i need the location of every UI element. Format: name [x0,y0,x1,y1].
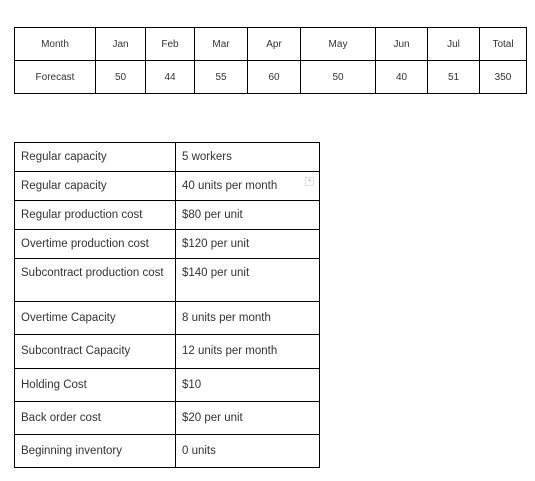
param-value: 0 units [176,435,320,468]
value-cell-feb: 44 [146,61,195,94]
param-row [15,435,320,468]
param-row [15,369,320,402]
value-cell-apr: 60 [248,61,301,94]
header-cell-jul: Jul [428,28,480,61]
param-value: $120 per unit [176,230,320,259]
param-row [15,302,320,335]
param-value: $10 [176,369,320,402]
param-label: Beginning inventory [15,435,176,468]
param-row [15,230,320,259]
header-cell-feb: Feb [146,28,195,61]
row-label-forecast: Forecast [15,61,96,94]
param-label: Subcontract production cost [15,259,176,302]
param-value: 5 workers [176,143,320,172]
forecast-header-row [15,28,527,61]
param-row [15,259,320,302]
param-label: Regular capacity [15,143,176,172]
param-label: Regular production cost [15,201,176,230]
header-cell-jun: Jun [376,28,428,61]
param-value: $80 per unit [176,201,320,230]
chevron-down-icon[interactable]: ▼ [305,177,314,186]
parameters-table [14,142,320,468]
param-value: 40 units per month [182,179,278,192]
header-cell-jan: Jan [96,28,146,61]
forecast-value-row [15,61,527,94]
header-cell-total: Total [480,28,527,61]
param-label: Overtime Capacity [15,302,176,335]
param-label: Subcontract Capacity [15,335,176,369]
param-row [15,402,320,435]
value-cell-may: 50 [301,61,376,94]
value-cell-total: 350 [480,61,527,94]
param-row [15,143,320,172]
param-row [15,172,320,201]
header-cell-mar: Mar [195,28,248,61]
header-cell-apr: Apr [248,28,301,61]
value-cell-jan: 50 [96,61,146,94]
header-cell-month: Month [15,28,96,61]
param-row [15,335,320,369]
param-value: 8 units per month [176,302,320,335]
param-row [15,201,320,230]
forecast-table [14,27,527,94]
param-label: Regular capacity [15,172,176,201]
header-cell-may: May [301,28,376,61]
param-value: 12 units per month [176,335,320,369]
value-cell-jun: 40 [376,61,428,94]
param-label: Holding Cost [15,369,176,402]
value-cell-jul: 51 [428,61,480,94]
param-label: Overtime production cost [15,230,176,259]
param-value: $20 per unit [176,402,320,435]
param-label: Back order cost [15,402,176,435]
value-cell-mar: 55 [195,61,248,94]
param-value-cell[interactable] [176,172,320,201]
param-value: $140 per unit [176,259,320,302]
